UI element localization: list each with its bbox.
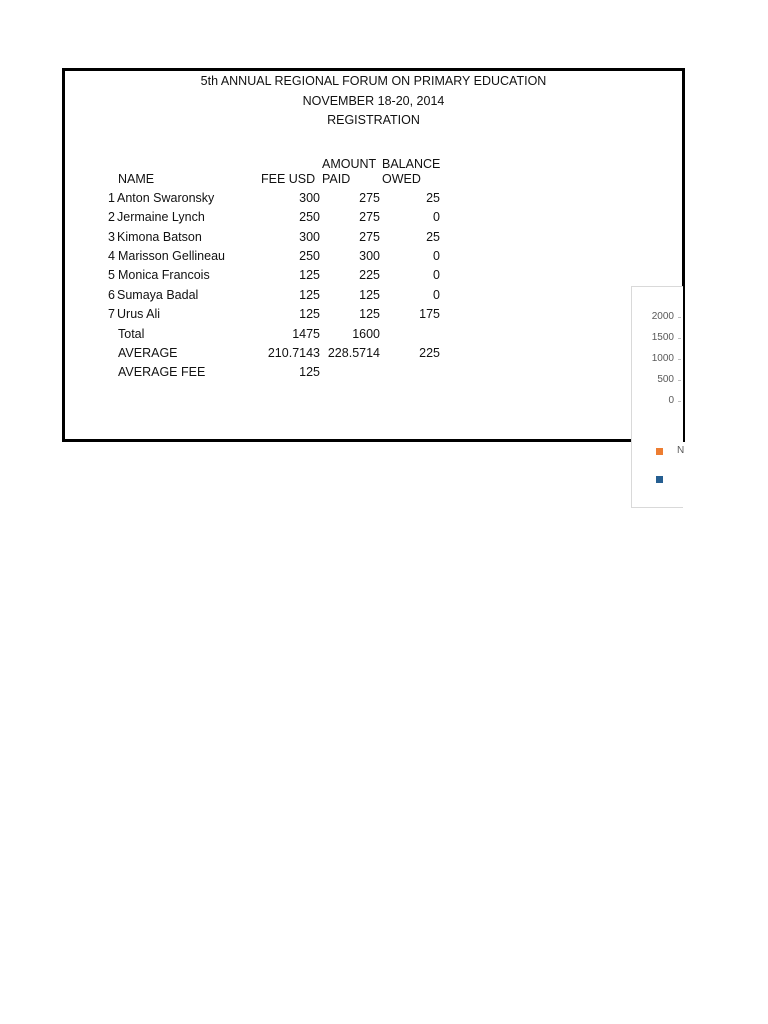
y-tick-label: 1000 xyxy=(651,353,674,364)
fee-cell: 250 xyxy=(299,210,320,224)
total-paid: 1600 xyxy=(352,327,380,341)
registration-heading: REGISTRATION xyxy=(327,113,420,127)
balance-cell: 0 xyxy=(433,210,440,224)
forum-title: 5th ANNUAL REGIONAL FORUM ON PRIMARY EDUCATION xyxy=(200,74,547,88)
attendee-name: Jermaine Lynch xyxy=(117,210,205,224)
paid-cell: 225 xyxy=(359,268,380,282)
y-tick-label: 500 xyxy=(657,374,674,385)
attendee-name: Monica Francois xyxy=(118,268,210,282)
forum-dates: NOVEMBER 18-20, 2014 xyxy=(302,94,445,108)
balance-cell: 0 xyxy=(433,268,440,282)
average-balance: 225 xyxy=(419,346,440,360)
row-number: 3 xyxy=(108,230,115,244)
row-number: 2 xyxy=(108,210,115,224)
column-header-paid-line2: PAID xyxy=(322,172,351,186)
fee-cell: 300 xyxy=(299,230,320,244)
paid-cell: 125 xyxy=(359,307,380,321)
fee-cell: 250 xyxy=(299,249,320,263)
fee-cell: 125 xyxy=(299,307,320,321)
y-tick-mark xyxy=(678,338,681,339)
fee-cell: 300 xyxy=(299,191,320,205)
attendee-name: Urus Ali xyxy=(117,307,161,321)
attendee-name: Anton Swaronsky xyxy=(117,191,215,205)
balance-cell: 0 xyxy=(433,288,440,302)
total-fee: 1475 xyxy=(292,327,320,341)
row-number: 1 xyxy=(108,191,115,205)
row-number: 7 xyxy=(108,307,115,321)
legend-swatch xyxy=(656,476,663,483)
y-tick-mark xyxy=(678,317,681,318)
column-header-paid-line1: AMOUNT xyxy=(322,157,377,171)
row-number: 4 xyxy=(108,249,115,263)
spreadsheet-table-frame xyxy=(62,68,685,442)
y-tick-label: 0 xyxy=(668,395,674,406)
y-tick-label: 1500 xyxy=(651,332,674,343)
paid-cell: 275 xyxy=(359,230,380,244)
column-header-fee: FEE USD xyxy=(261,172,316,186)
fee-cell: 125 xyxy=(299,288,320,302)
y-tick-mark xyxy=(678,380,681,381)
row-number: 6 xyxy=(108,288,115,302)
y-tick-label: 2000 xyxy=(651,311,674,322)
average-label: AVERAGE xyxy=(118,346,178,360)
legend-label: N xyxy=(677,445,685,456)
total-label: Total xyxy=(118,327,145,341)
average-fee-label: AVERAGE FEE xyxy=(118,365,206,379)
paid-cell: 300 xyxy=(359,249,380,263)
column-header-balance-line1: BALANCE xyxy=(382,157,441,171)
balance-cell: 175 xyxy=(419,307,440,321)
legend-swatch xyxy=(656,448,663,455)
balance-cell: 25 xyxy=(426,230,440,244)
average-fee: 210.7143 xyxy=(267,346,320,360)
chart-panel[interactable] xyxy=(631,286,683,508)
attendee-name: Kimona Batson xyxy=(117,230,202,244)
average-paid: 228.5714 xyxy=(327,346,380,360)
paid-cell: 125 xyxy=(359,288,380,302)
balance-cell: 0 xyxy=(433,249,440,263)
balance-cell: 25 xyxy=(426,191,440,205)
paid-cell: 275 xyxy=(359,210,380,224)
attendee-name: Marisson Gellineau xyxy=(118,249,225,263)
y-tick-mark xyxy=(678,359,681,360)
column-header-name: NAME xyxy=(118,172,155,186)
row-number: 5 xyxy=(108,268,115,282)
fee-cell: 125 xyxy=(299,268,320,282)
y-tick-mark xyxy=(678,401,681,402)
attendee-name: Sumaya Badal xyxy=(117,288,199,302)
column-header-balance-line2: OWED xyxy=(382,172,421,186)
paid-cell: 275 xyxy=(359,191,380,205)
average-fee-value: 125 xyxy=(299,365,320,379)
